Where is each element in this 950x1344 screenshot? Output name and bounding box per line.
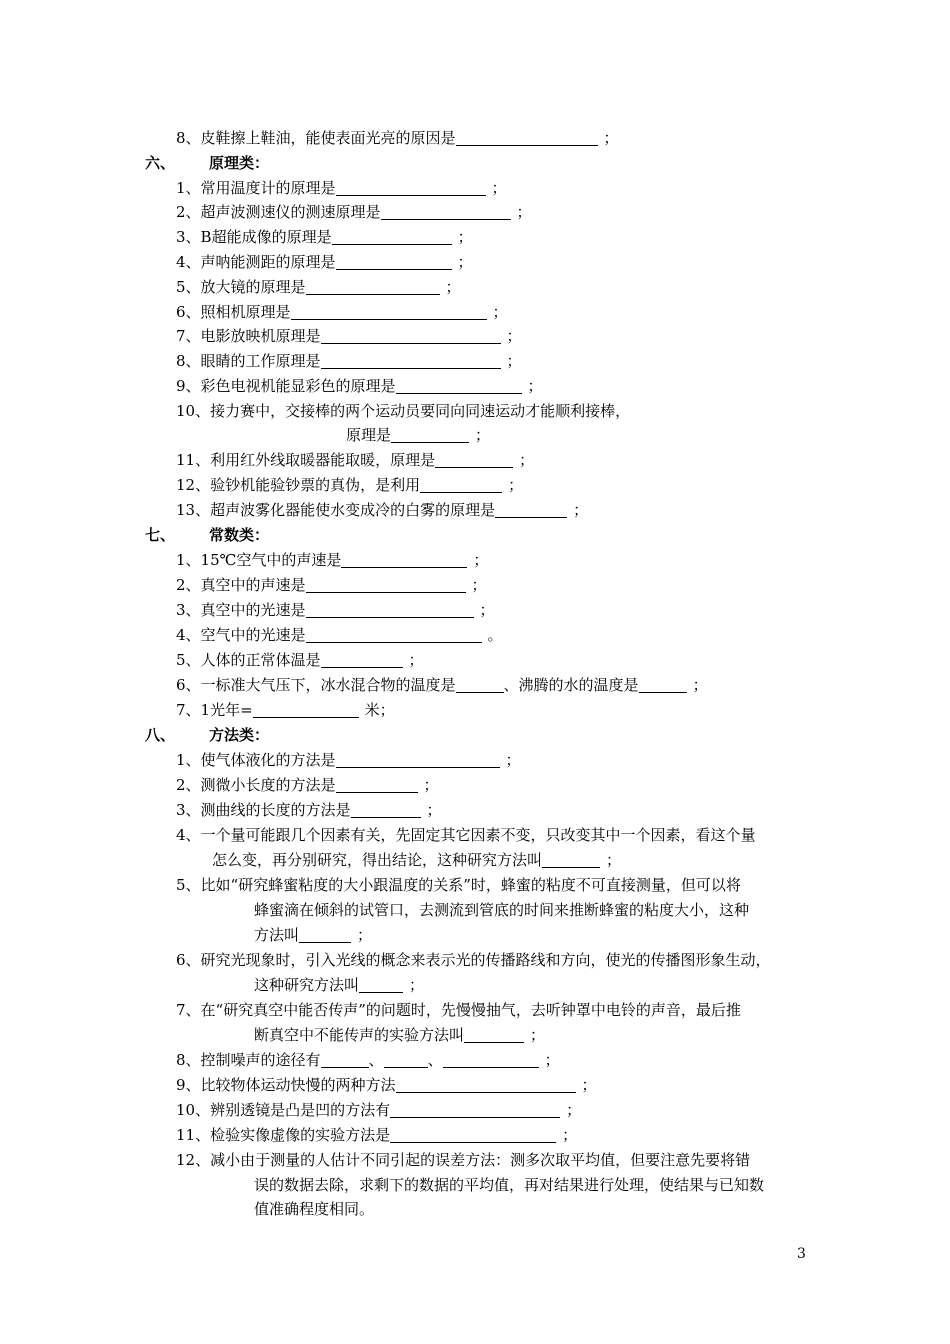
question-text: 2、超声波测速仪的测速原理是 (176, 203, 381, 221)
question-text: 5、比如“研究蜂蜜粘度的大小跟温度的关系”时，蜂蜜的粘度不可直接测量，但可以将 (176, 876, 741, 894)
punctuation: ； (457, 228, 473, 246)
punctuation: ； (423, 776, 439, 794)
punctuation: ； (426, 801, 442, 819)
answer-blank[interactable] (396, 1074, 576, 1093)
question-text: 3、B超能成像的原理是 (176, 228, 332, 246)
question-text: 2、测微小长度的方法是 (176, 776, 336, 794)
question-line (0, 224, 950, 250)
punctuation: ； (508, 476, 524, 494)
question-text: 值准确程度相同。 (254, 1200, 375, 1218)
question-line (0, 398, 950, 424)
punctuation: ； (527, 377, 543, 395)
question-line (0, 1147, 950, 1173)
punctuation: ； (581, 1076, 597, 1094)
question-line (0, 422, 950, 448)
punctuation: ； (445, 278, 461, 296)
question-text: 13、超声波雾化器能使水变成冷的白雾的原理是 (176, 501, 496, 519)
answer-blank[interactable] (390, 1099, 560, 1118)
punctuation: ； (544, 1051, 560, 1069)
question-line (0, 1022, 950, 1048)
question-text: 11、检验实像虚像的实验方法是 (176, 1126, 391, 1144)
section-title: 方法类： (209, 726, 270, 744)
punctuation: ； (492, 303, 508, 321)
answer-blank[interactable] (321, 325, 501, 344)
answer-blank[interactable] (464, 1024, 524, 1043)
section-heading (0, 722, 950, 748)
question-text: 12、减小由于测量的人估计不同引起的误差方法：测多次取平均值，但要注意先要将错 (176, 1151, 751, 1169)
answer-blank[interactable] (332, 226, 452, 245)
question-text: 9、比较物体运动快慢的两种方法 (176, 1076, 396, 1094)
question-text: 怎么变，再分别研究，得出结论，这种研究方法叫 (212, 851, 543, 869)
punctuation: ； (516, 203, 532, 221)
question-text: 2、真空中的声速是 (176, 576, 306, 594)
question-text: 5、放大镜的原理是 (176, 278, 306, 296)
section-title: 原理类： (209, 154, 270, 172)
punctuation: ； (603, 129, 619, 147)
question-text: 3、测曲线的长度的方法是 (176, 801, 351, 819)
answer-blank[interactable] (336, 749, 500, 768)
question-text: 1、15℃空气中的声速是 (176, 551, 342, 569)
punctuation: ； (479, 601, 495, 619)
answer-blank[interactable] (306, 574, 466, 593)
punctuation: ； (506, 327, 522, 345)
question-line (0, 697, 950, 723)
answer-blank[interactable] (384, 1049, 428, 1068)
question-line (0, 1072, 950, 1098)
punctuation: ； (357, 926, 373, 944)
section-heading (0, 150, 950, 176)
question-line (0, 972, 950, 998)
answer-blank[interactable] (306, 276, 440, 295)
question-line (0, 249, 950, 275)
question-text: 、沸腾的水的温度是 (503, 676, 639, 694)
punctuation: 。 (487, 626, 503, 644)
answer-blank[interactable] (336, 177, 486, 196)
punctuation: ； (506, 352, 522, 370)
question-line (0, 199, 950, 225)
question-text: 3、真空中的光速是 (176, 601, 306, 619)
answer-blank[interactable] (306, 599, 474, 618)
question-text: 7、电影放映机原理是 (176, 327, 321, 345)
question-line (0, 125, 950, 151)
section-number: 七、 (145, 526, 176, 544)
question-text: 8、眼睛的工作原理是 (176, 352, 321, 370)
answer-blank[interactable] (639, 674, 687, 693)
punctuation: ； (606, 851, 622, 869)
punctuation: ； (491, 179, 507, 197)
question-text: 8、控制噪声的途径有 (176, 1051, 321, 1069)
answer-blank[interactable] (336, 774, 418, 793)
question-line (0, 497, 950, 523)
section-number: 六、 (145, 154, 176, 172)
question-line (0, 1196, 950, 1222)
answer-blank[interactable] (351, 799, 421, 818)
question-line (0, 1097, 950, 1123)
answer-blank[interactable] (542, 849, 600, 868)
answer-blank[interactable] (391, 424, 469, 443)
question-text: 4、一个量可能跟几个因素有关，先固定其它因素不变，只改变其中一个因素，看这个量 (176, 826, 756, 844)
question-line (0, 547, 950, 573)
answer-blank[interactable] (321, 1049, 369, 1068)
punctuation: ； (573, 501, 589, 519)
punctuation: ； (692, 676, 708, 694)
question-text: 10、辨别透镜是凸是凹的方法有 (176, 1101, 391, 1119)
question-line (0, 922, 950, 948)
question-line (0, 647, 950, 673)
question-line (0, 772, 950, 798)
answer-blank[interactable] (341, 549, 467, 568)
answer-blank[interactable] (359, 974, 403, 993)
answer-blank[interactable] (291, 301, 487, 320)
question-text: 原理是 (346, 426, 392, 444)
answer-blank[interactable] (336, 251, 452, 270)
punctuation: ； (471, 576, 487, 594)
section-heading (0, 522, 950, 548)
punctuation: ； (519, 451, 535, 469)
answer-blank[interactable] (495, 499, 567, 518)
question-line (0, 472, 950, 498)
question-text: 误的数据去除，求剩下的数据的平均值，再对结果进行处理，使结果与已知数 (254, 1176, 765, 1194)
question-text: 、 (427, 1051, 443, 1069)
question-text: 6、照相机原理是 (176, 303, 291, 321)
answer-blank[interactable] (456, 674, 504, 693)
question-line (0, 373, 950, 399)
question-line (0, 447, 950, 473)
punctuation: ； (475, 426, 491, 444)
section-number: 八、 (145, 726, 176, 744)
question-text: 10、接力赛中，交接棒的两个运动员要同向同速运动才能顺利接棒， (176, 402, 631, 420)
answer-blank[interactable] (321, 649, 403, 668)
question-text: 9、彩色电视机能显彩色的原理是 (176, 377, 396, 395)
punctuation: ； (457, 253, 473, 271)
question-line (0, 299, 950, 325)
question-line (0, 847, 950, 873)
answer-blank[interactable] (299, 924, 351, 943)
question-line (0, 597, 950, 623)
answer-blank[interactable] (306, 624, 482, 643)
answer-blank[interactable] (443, 1049, 539, 1068)
question-text: 6、一标准大气压下，冰水混合物的温度是 (176, 676, 456, 694)
answer-blank[interactable] (456, 127, 598, 146)
question-text: 断真空中不能传声的实验方法叫 (254, 1026, 465, 1044)
question-line (0, 323, 950, 349)
question-text: 1、使气体液化的方法是 (176, 751, 336, 769)
question-line (0, 572, 950, 598)
answer-blank[interactable] (396, 375, 522, 394)
question-line (0, 822, 950, 848)
question-line (0, 797, 950, 823)
question-line (0, 622, 950, 648)
question-line (0, 747, 950, 773)
answer-blank[interactable] (390, 1124, 556, 1143)
question-text: 11、利用红外线取暖器能取暖，原理是 (176, 451, 436, 469)
question-text: 12、验钞机能验钞票的真伪，是利用 (176, 476, 421, 494)
answer-blank[interactable] (435, 449, 513, 468)
question-line (0, 274, 950, 300)
question-line (0, 897, 950, 923)
question-text: 7、1光年= (176, 701, 253, 719)
question-text: 方法叫 (254, 926, 300, 944)
section-title: 常数类： (209, 526, 270, 544)
punctuation: ； (473, 551, 489, 569)
question-text: 这种研究方法叫 (254, 976, 360, 994)
question-text: 、 (368, 1051, 384, 1069)
punctuation: ； (505, 751, 521, 769)
question-text: 蜂蜜滴在倾斜的试管口，去测流到管底的时间来推断蜂蜜的粘度大小，这种 (254, 901, 750, 919)
page-number: 3 (797, 1246, 806, 1262)
answer-blank[interactable] (381, 201, 511, 220)
punctuation: ； (409, 976, 425, 994)
punctuation: ； (562, 1126, 578, 1144)
question-text: 4、声呐能测距的原理是 (176, 253, 336, 271)
question-text: 6、研究光现象时，引入光线的概念来表示光的传播路线和方向，使光的传播图形象生动， (176, 951, 771, 969)
punctuation: ； (530, 1026, 546, 1044)
answer-blank[interactable] (321, 350, 501, 369)
question-line (0, 947, 950, 973)
question-line (0, 1047, 950, 1073)
question-text: 8、皮鞋擦上鞋油，能使表面光亮的原因是 (176, 129, 456, 147)
punctuation: ； (408, 651, 424, 669)
punctuation: ； (566, 1101, 582, 1119)
question-text: 1、常用温度计的原理是 (176, 179, 336, 197)
question-line (0, 348, 950, 374)
answer-blank[interactable] (253, 699, 359, 718)
question-line (0, 1172, 950, 1198)
answer-blank[interactable] (420, 474, 502, 493)
question-line (0, 672, 950, 698)
punctuation: 米； (364, 701, 395, 719)
question-line (0, 997, 950, 1023)
question-text: 4、空气中的光速是 (176, 626, 306, 644)
question-line (0, 175, 950, 201)
question-line (0, 872, 950, 898)
question-text: 7、在“研究真空中能否传声”的问题时，先慢慢抽气，去听钟罩中电铃的声音，最后推 (176, 1001, 741, 1019)
question-text: 5、人体的正常体温是 (176, 651, 321, 669)
question-line (0, 1122, 950, 1148)
